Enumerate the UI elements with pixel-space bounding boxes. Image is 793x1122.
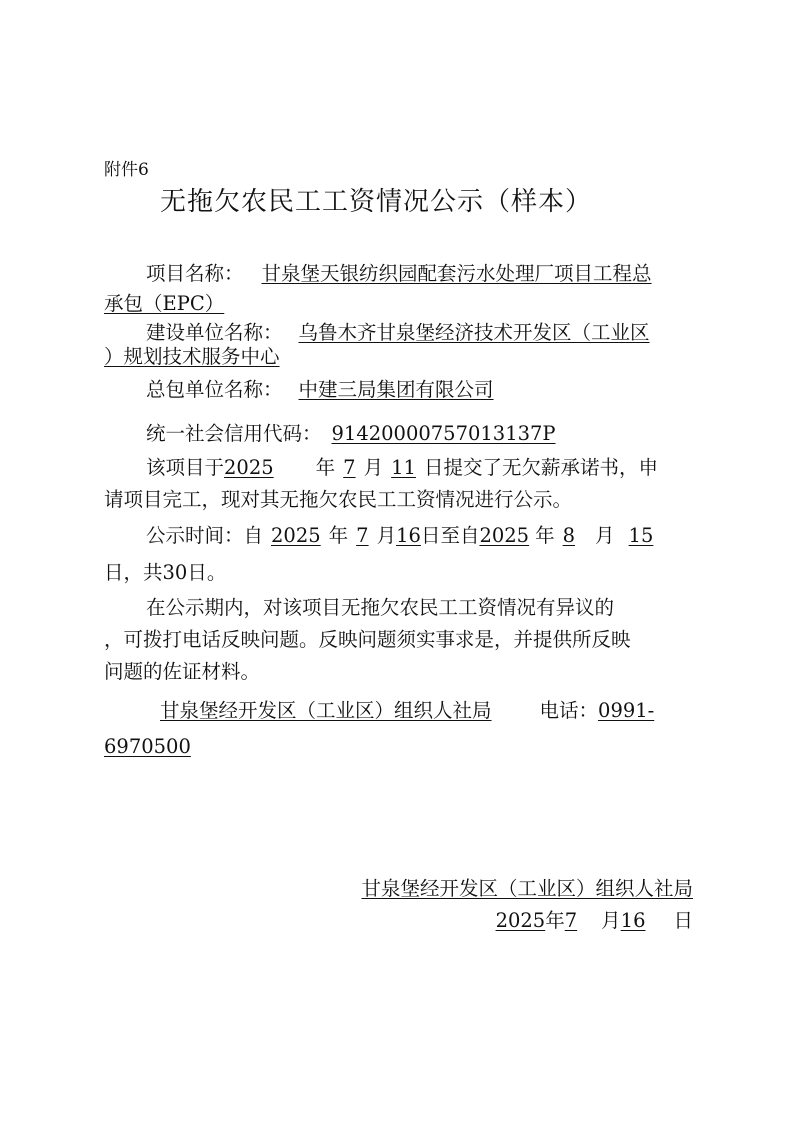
signature-month-suffix: 月 — [601, 909, 621, 932]
attachment-label: 附件6 — [104, 160, 149, 180]
objection-text-1: 在公示期内，对该项目无拖欠农民工工资情况有异议的 — [146, 596, 615, 619]
credit-code-value: 91420000757013137P — [331, 422, 556, 445]
period-end-year: 2025 — [479, 524, 530, 547]
project-name-value: 甘泉堡天银纺织园配套污水处理厂项目工程总 — [261, 262, 652, 285]
signature-year: 2025 — [495, 909, 546, 932]
period-y1: 年 — [328, 524, 349, 547]
project-name-line — [104, 262, 696, 286]
period-line — [104, 524, 696, 548]
objection-line-2: ，可拨打电话反映问题。反映问题须实事求是，并提供所反映 — [104, 628, 631, 651]
submission-line — [104, 456, 696, 480]
contact-line — [104, 699, 696, 723]
period-end-month: 8 — [562, 524, 576, 547]
builder-line — [104, 321, 696, 345]
period-y2: 年 — [535, 524, 555, 547]
signature-office-line — [101, 877, 693, 901]
objection-line-1 — [104, 596, 696, 620]
credit-code-line — [104, 422, 696, 446]
submission-month-suffix: 月 — [363, 456, 384, 479]
period-start-year: 2025 — [271, 524, 321, 547]
submission-line-2: 请项目完工，现对其无拖欠农民工工资情况进行公示。 — [104, 488, 573, 511]
period-start-month: 7 — [356, 524, 369, 547]
signature-date-line — [101, 909, 693, 933]
contact-phone-2: 6970500 — [104, 735, 191, 758]
contact-line-2 — [104, 735, 696, 759]
credit-code-label: 统一社会信用代码： — [146, 422, 322, 445]
signature-year-suffix: 年 — [545, 909, 565, 932]
period-mid: 日至自 — [420, 524, 480, 547]
contractor-value: 中建三局集团有限公司 — [298, 378, 494, 401]
objection-line-3: 问题的佐证材料。 — [104, 660, 261, 683]
submission-day: 11 — [391, 456, 416, 479]
submission-prefix: 该项目于 — [146, 456, 225, 479]
project-name-value-2: 承包（EPC） — [104, 292, 225, 315]
period-m2: 月 — [595, 524, 615, 547]
contact-office-text: 甘泉堡经开发区（工业区）组织人社局 — [160, 699, 492, 722]
builder-label: 建设单位名称： — [146, 321, 283, 344]
submission-month: 7 — [343, 456, 356, 479]
signature-day-suffix: 日 — [673, 909, 693, 932]
project-name-label: 项目名称： — [146, 262, 244, 285]
contact-phone-label: 电话： — [539, 699, 599, 722]
submission-day-suffix: 日提交了无欠薪承诺书，申 — [423, 456, 658, 479]
contractor-line — [104, 378, 696, 402]
submission-year-suffix: 年 — [315, 456, 336, 479]
signature-month: 7 — [564, 909, 578, 932]
contact-phone-1: 0991- — [598, 699, 655, 722]
submission-year: 2025 — [224, 456, 274, 479]
contact-office — [104, 699, 492, 722]
period-line-2: 日，共30日。 — [104, 561, 227, 584]
contractor-label: 总包单位名称： — [146, 378, 283, 401]
signature-office: 甘泉堡经开发区（工业区）组织人社局 — [361, 877, 693, 900]
builder-line-2 — [104, 345, 696, 369]
signature-day: 16 — [620, 909, 646, 932]
period-prefix: 公示时间：自 — [146, 524, 264, 547]
builder-value-2: ）规划技术服务中心 — [104, 345, 280, 368]
period-m1: 月 — [376, 524, 397, 547]
period-end-day: 15 — [628, 524, 654, 547]
project-name-line-2 — [104, 292, 696, 316]
page-title: 无拖欠农民工工资情况公示（样本） — [160, 187, 593, 217]
period-start-day: 16 — [396, 524, 421, 547]
builder-value: 乌鲁木齐甘泉堡经济技术开发区（工业区 — [298, 321, 650, 344]
